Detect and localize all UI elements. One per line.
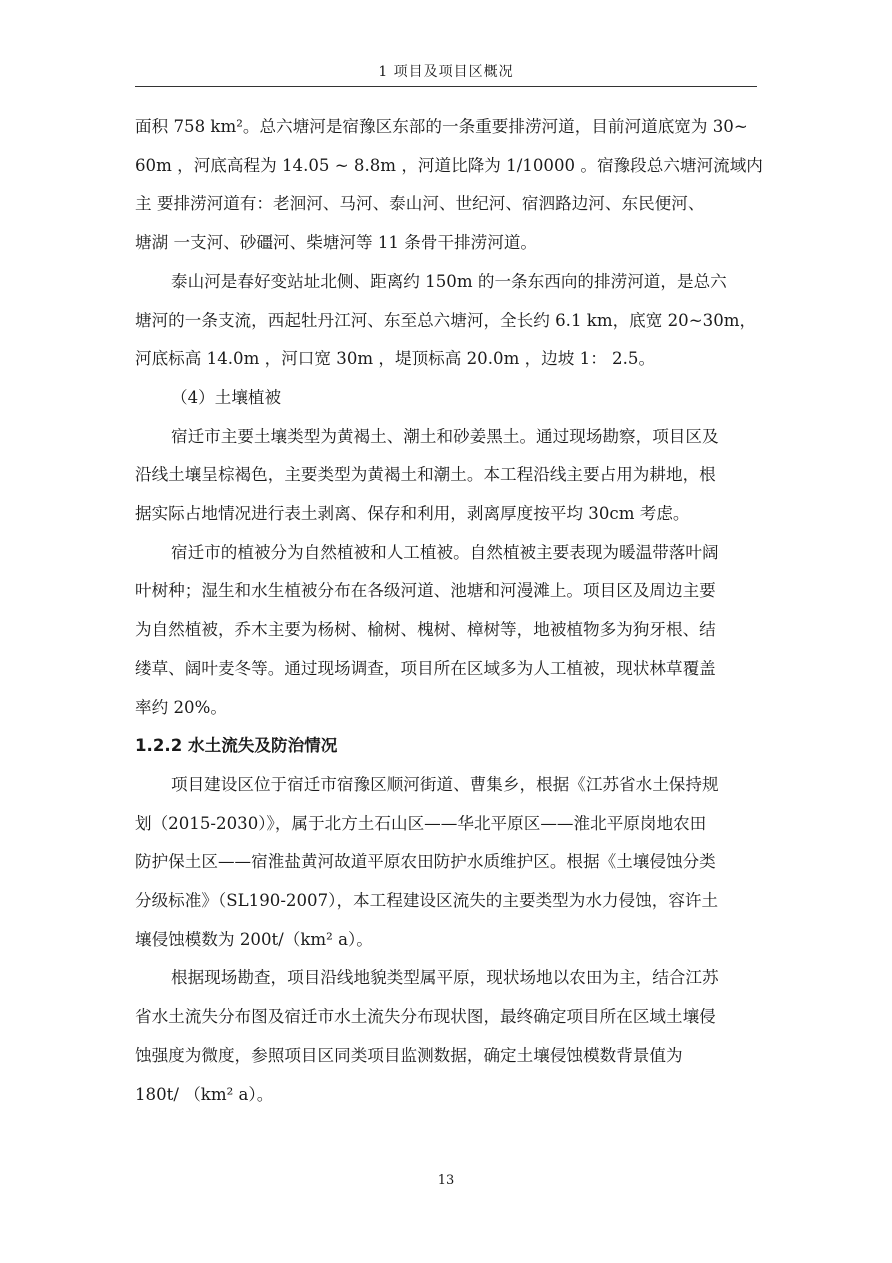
paragraph-taishan-river [135, 263, 757, 379]
page-body [135, 108, 763, 1114]
text-line: 项目建设区位于宿迁市宿豫区顺河街道、曹集乡，根据《江苏省水土保持规 [171, 774, 719, 794]
text-line: 分级标准》（SL190-2007），本工程建设区流失的主要类型为水力侵蚀，容许土 [135, 891, 719, 911]
text-line: 主 要排涝河道有：老洄河、马河、泰山河、世纪河、宿泗路边河、东民便河、 [135, 194, 705, 214]
text-line: 防护保土区——宿淮盐黄河故道平原农田防护水质维护区。根据《土壤侵蚀分类 [135, 852, 716, 872]
text-line: 省水土流失分布图及宿迁市水土流失分布现状图，最终确定项目所在区域土壤侵 [135, 1007, 716, 1027]
text-line: 沿线土壤呈棕褐色，主要类型为黄褐土和潮土。本工程沿线主要占用为耕地，根 [135, 465, 716, 485]
text-line: 据实际占地情况进行表土剥离、保存和利用，剥离厚度按平均 30cm 考虑。 [135, 504, 690, 524]
paragraph-erosion-background [135, 959, 757, 1114]
text-line: 率约 20%。 [135, 697, 227, 717]
text-line: 划（2015-2030）》，属于北方土石山区——华北平原区——淮北平原岗地农田 [135, 813, 707, 833]
text-line: 蚀强度为微度，参照项目区同类项目监测数据，确定土壤侵蚀模数背景值为 [135, 1045, 683, 1065]
text-line: 泰山河是春好变站址北侧、距离约 150m 的一条东西向的排涝河道，是总六 [171, 271, 727, 291]
text-line: 为自然植被，乔木主要为杨树、榆树、槐树、樟树等，地被植物多为狗牙根、结 [135, 620, 716, 640]
text-line: 塘湖 一支河、砂礓河、柴塘河等 11 条骨干排涝河道。 [135, 233, 538, 253]
text-line: 面积 758 km²。总六塘河是宿豫区东部的一条重要排涝河道，目前河道底宽为 30~ [135, 117, 748, 136]
text-line: 缕草、阔叶麦冬等。通过现场调查，项目所在区域多为人工植被，现状林草覆盖 [135, 658, 716, 678]
text-line: 壤侵蚀模数为 200t/（km² a）。 [135, 929, 373, 949]
paragraph-vegetation [135, 534, 757, 728]
page-number: 13 [437, 1173, 455, 1188]
text-line: 180t/ （km² a）。 [135, 1084, 274, 1104]
text-line: 叶树种；湿生和水生植被分布在各级河道、池塘和河漫滩上。项目区及周边主要 [135, 581, 716, 601]
subsection-heading-soil-vegetation: （4）土壤植被 [171, 387, 282, 407]
paragraph-river-overview [135, 108, 763, 263]
section-heading-soil-erosion: 1.2.2 水土流失及防治情况 [135, 736, 338, 756]
text-line: 河底标高 14.0m ，河口宽 30m ，堤顶标高 20.0m ，边坡 1： 2.5。 [135, 349, 656, 369]
text-line: 宿迁市主要土壤类型为黄褐土、潮土和砂姜黑土。通过现场勘察，项目区及 [171, 426, 719, 446]
text-line: 根据现场勘查，项目沿线地貌类型属平原，现状场地以农田为主，结合江苏 [171, 968, 719, 988]
text-line: 60m ，河底高程为 14.05 ~ 8.8m ，河道比降为 1/10000 。宿豫段总六塘河流域内 [135, 155, 763, 175]
text-line: 塘河的一条支流，西起牡丹江河、东至总六塘河，全长约 6.1 km，底宽 20~30m， [135, 310, 757, 330]
running-header: 1 项目及项目区概况 [378, 64, 514, 80]
text-line: 宿迁市的植被分为自然植被和人工植被。自然植被主要表现为暖温带落叶阔 [171, 542, 719, 562]
paragraph-soil [135, 418, 757, 534]
header-divider [135, 86, 757, 87]
paragraph-erosion-zoning [135, 766, 757, 960]
